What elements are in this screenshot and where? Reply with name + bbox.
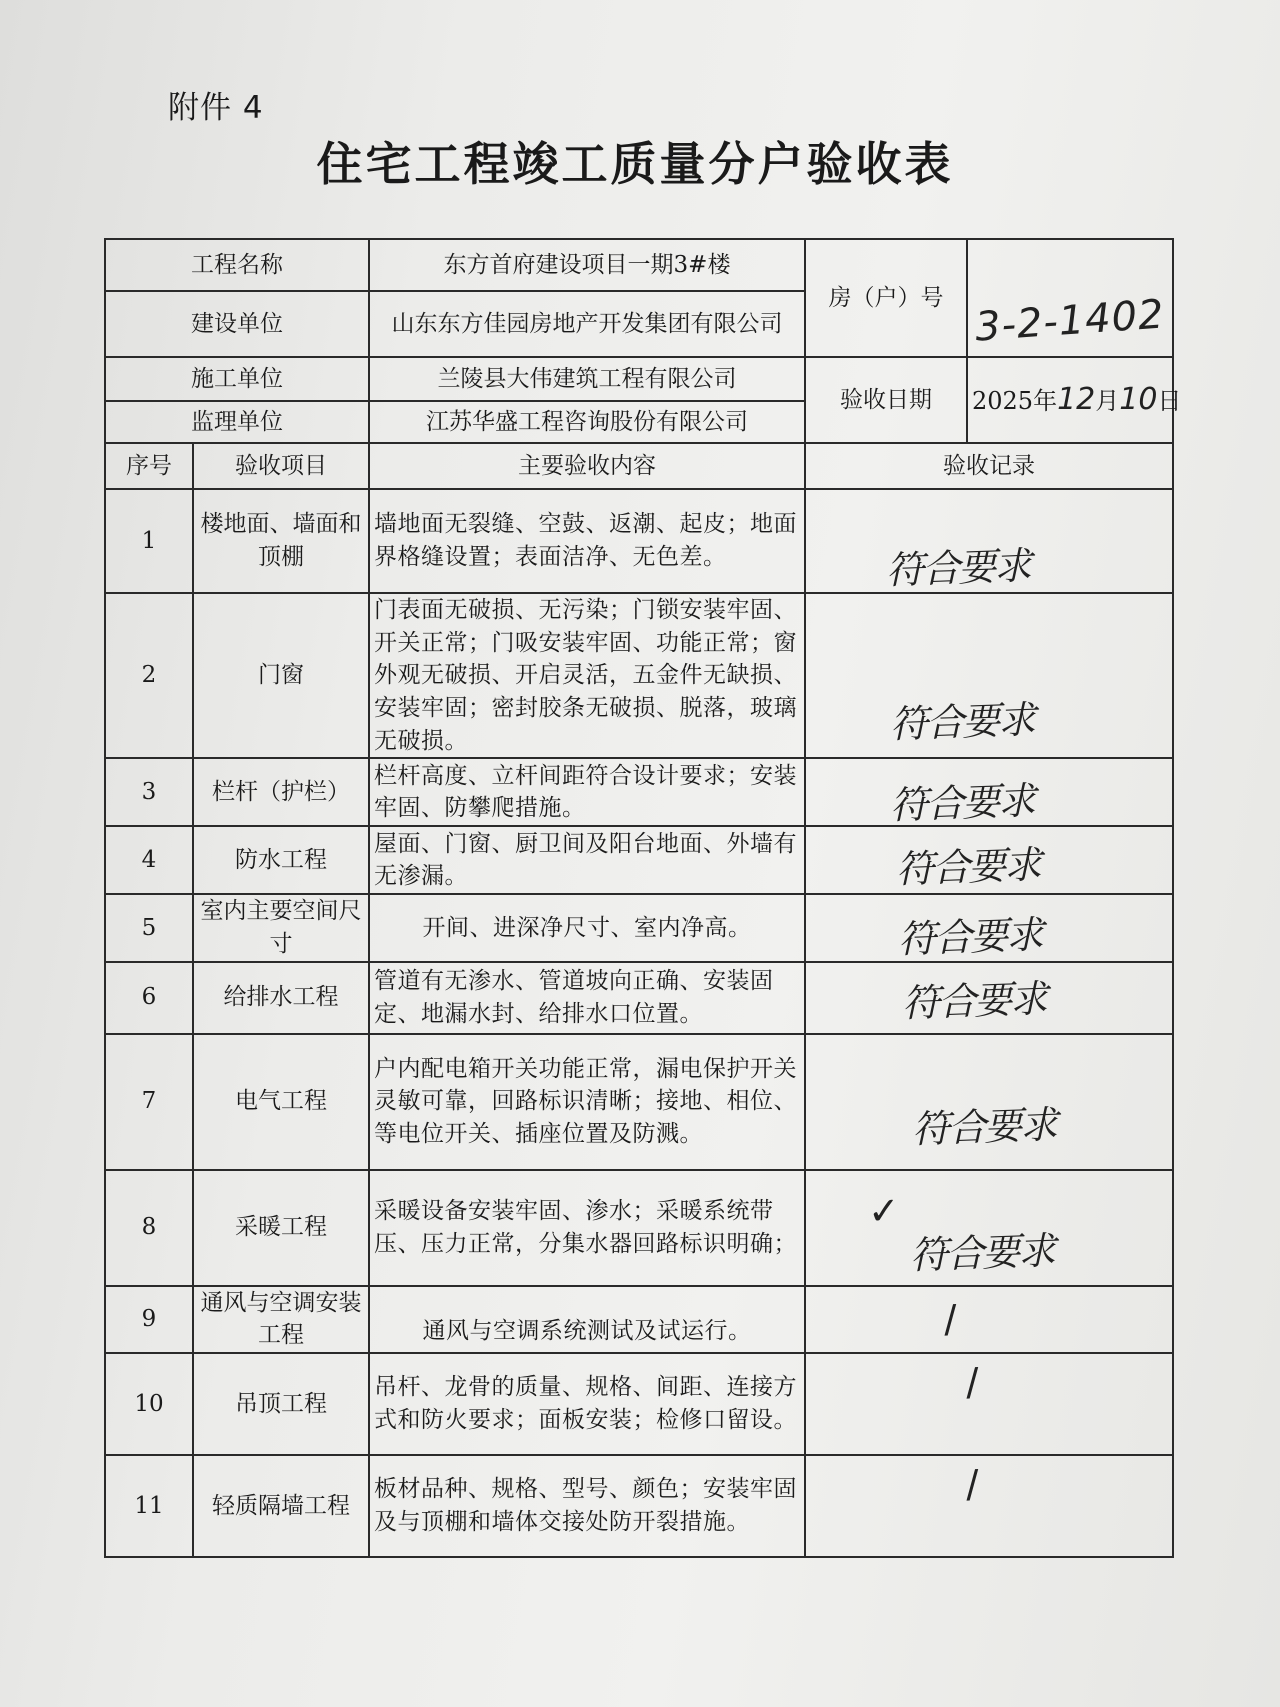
inspection-date: 2025年12月10日 [972, 381, 1182, 417]
project-name-label: 工程名称 [105, 239, 369, 291]
row-item: 栏杆（护栏） [193, 758, 369, 826]
table-row [105, 962, 1173, 1034]
row-item: 室内主要空间尺寸 [193, 894, 369, 961]
col-seq: 序号 [105, 443, 193, 489]
house-no-label: 房（户）号 [805, 239, 967, 357]
row-item: 采暖工程 [193, 1170, 369, 1286]
header-row-project [105, 239, 1173, 291]
table-row [105, 894, 1173, 961]
row-record: / [965, 1359, 978, 1405]
row-seq: 11 [105, 1455, 193, 1557]
row-content: 管道有无渗水、管道坡向正确、安装固定、地漏水封、给排水口位置。 [369, 962, 805, 1034]
page-title: 住宅工程竣工质量分户验收表 [316, 137, 954, 191]
column-header-row [105, 443, 1173, 489]
row-record-cell [805, 1286, 1173, 1353]
row-seq: 2 [105, 593, 193, 758]
row-seq: 10 [105, 1353, 193, 1455]
col-record: 验收记录 [805, 443, 1173, 489]
row-record-cell [805, 593, 1173, 758]
house-no-cell [967, 239, 1173, 357]
row-record: 符合要求 [889, 697, 1035, 747]
row-record: 符合要求 [901, 976, 1047, 1026]
row-content: 采暖设备安装牢固、渗水；采暖系统带压、压力正常，分集水器回路标识明确； [369, 1170, 805, 1286]
row-content: 门表面无破损、无污染；门锁安装牢固、开关正常；门吸安装牢固、功能正常；窗外观无破损、开启灵活，五金件无缺损、 安装牢固；密封胶条无破损、脱落，玻璃无破损。 [369, 593, 805, 758]
row-record: 符合要求 [909, 1228, 1055, 1278]
row-seq: 4 [105, 826, 193, 894]
acceptance-form-table [104, 238, 1182, 1558]
date-cell [967, 357, 1182, 443]
row-item: 轻质隔墙工程 [193, 1455, 369, 1557]
row-record: 符合要求 [895, 842, 1041, 892]
table-row [105, 489, 1173, 593]
table-row [105, 1286, 1173, 1353]
row-content: 墙地面无裂缝、空鼓、返潮、起皮；地面界格缝设置；表面洁净、无色差。 [369, 489, 805, 593]
table-row [105, 1353, 1173, 1455]
header-row-constructor [105, 357, 1173, 401]
table-row [105, 1034, 1173, 1170]
row-record-cell [805, 1353, 1173, 1455]
row-seq: 7 [105, 1034, 193, 1170]
builder-label: 建设单位 [105, 291, 369, 357]
table-row [105, 758, 1173, 826]
row-record-cell [805, 1170, 1173, 1286]
row-seq: 6 [105, 962, 193, 1034]
row-content: 通风与空调系统测试及试运行。 [369, 1286, 805, 1353]
row-item: 楼地面、墙面和顶棚 [193, 489, 369, 593]
table-row [105, 1170, 1173, 1286]
row-seq: 5 [105, 894, 193, 961]
supervisor-value: 江苏华盛工程咨询股份有限公司 [369, 401, 805, 443]
date-label: 验收日期 [805, 357, 967, 443]
row-record-cell [805, 826, 1173, 894]
row-record-cell [805, 894, 1173, 961]
house-no-value: 3-2-1402 [973, 291, 1167, 351]
table-row [105, 826, 1173, 894]
table-row [105, 593, 1173, 758]
supervisor-label: 监理单位 [105, 401, 369, 443]
project-name-value: 东方首府建设项目一期3#楼 [369, 239, 805, 291]
constructor-label: 施工单位 [105, 357, 369, 401]
row-seq: 9 [105, 1286, 193, 1353]
row-content: 栏杆高度、立杆间距符合设计要求；安装牢固、防攀爬措施。 [369, 758, 805, 826]
row-content: 户内配电箱开关功能正常，漏电保护开关灵敏可靠，回路标识清晰；接地、相位、等电位开关、插座位置及防溅。 [369, 1034, 805, 1170]
row-content: 开间、进深净尺寸、室内净高。 [369, 894, 805, 961]
row-record: 符合要求 [911, 1102, 1057, 1152]
check-mark-icon: ✓ [867, 1188, 899, 1234]
row-item: 防水工程 [193, 826, 369, 894]
row-content: 吊杆、龙骨的质量、规格、间距、连接方式和防火要求；面板安装；检修口留设。 [369, 1353, 805, 1455]
row-record: 符合要求 [889, 778, 1035, 828]
row-item: 门窗 [193, 593, 369, 758]
table-row [105, 1455, 1173, 1557]
row-record: / [965, 1461, 978, 1507]
constructor-value: 兰陵县大伟建筑工程有限公司 [369, 357, 805, 401]
row-item: 电气工程 [193, 1034, 369, 1170]
row-content: 屋面、门窗、厨卫间及阳台地面、外墙有无渗漏。 [369, 826, 805, 894]
row-record-cell [805, 1455, 1173, 1557]
row-seq: 1 [105, 489, 193, 593]
col-item: 验收项目 [193, 443, 369, 489]
row-seq: 3 [105, 758, 193, 826]
builder-value: 山东东方佳园房地产开发集团有限公司 [369, 291, 805, 357]
row-record: / [943, 1296, 956, 1341]
row-content: 板材品种、规格、型号、颜色；安装牢固及与顶棚和墙体交接处防开裂措施。 [369, 1455, 805, 1557]
row-record-cell [805, 489, 1173, 593]
row-item: 吊顶工程 [193, 1353, 369, 1455]
row-seq: 8 [105, 1170, 193, 1286]
row-item: 给排水工程 [193, 962, 369, 1034]
row-record-cell [805, 1034, 1173, 1170]
row-item: 通风与空调安装工程 [193, 1286, 369, 1353]
row-record-cell [805, 962, 1173, 1034]
attachment-label: 附件 4 [168, 90, 264, 126]
row-record-cell [805, 758, 1173, 826]
row-record: 符合要求 [885, 543, 1031, 593]
col-content: 主要验收内容 [369, 443, 805, 489]
row-record: 符合要求 [897, 912, 1043, 962]
